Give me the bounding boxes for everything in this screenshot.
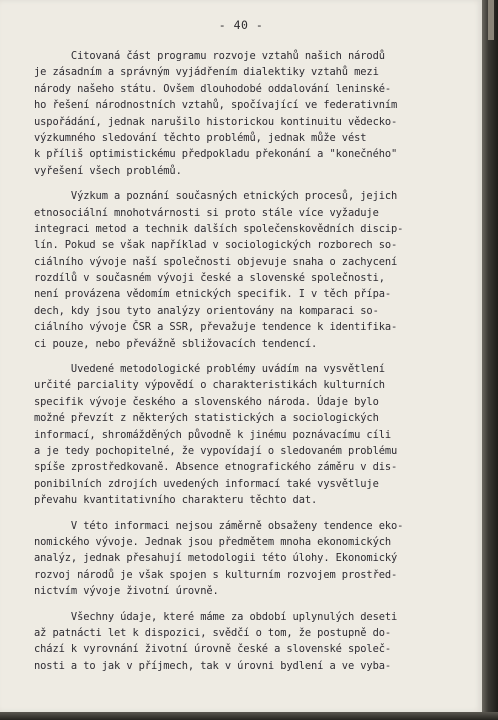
text-line: rozdílů v současném vývoji české a slovenské společnosti, [34,272,385,285]
text-line: ciálního vývoje ČSR a SSR, převažuje tendence k identifika- [34,321,398,334]
paragraph-gap [34,600,434,609]
paragraph-5 [34,609,434,675]
text-line: integraci metod a technik dalších společenskovědních discip- [34,222,404,235]
text-line: dech, kdy jsou tyto analýzy orientovány na komparaci so- [34,304,379,317]
text-line: nosti a to jak v příjmech, tak v úrovni bydlení a ve vyba- [34,659,392,672]
text-line: výzkumného sledování těchto problémů, jednak může vést [34,131,367,144]
scan-edge-bottom [0,712,498,720]
text-line: lín. Pokud se však například v sociologických rozborech so- [34,239,398,252]
text-line: k příliš optimistickému předpokladu překonání a "konečného" [34,148,398,161]
text-line: informací, shromážděných původně k jinému poznávacímu cíli [34,428,392,441]
text-line: a je tedy pochopitelné, že vypovídají o sledovaném problému [34,444,398,457]
text-line: určité parciality výpovědí o charakteristikách kulturních [34,379,385,392]
text-line: analýz, jednak přesahují metodologii této úlohy. Ekonomický [34,552,398,565]
text-line: převahu kvantitativního charakteru těchto dat. [34,494,318,507]
paragraph-2 [34,188,434,352]
text-line: není provázena vědomím etnických specifik. I v těch přípa- [34,288,392,301]
text-line: Citovaná část programu rozvoje vztahů našich národů [34,50,385,62]
text-line: Všechny údaje, které máme za období uplynulých deseti [34,610,398,623]
scan-edge-right [482,0,498,720]
binder-tab [488,0,494,40]
text-line: V této informaci nejsou záměrně obsaženy tendence eko- [34,519,404,532]
paragraph-4 [34,518,434,600]
paragraph-gap [34,509,434,518]
text-line: ho řešení národnostních vztahů, spočívající ve federativním [34,99,398,112]
paragraph-3 [34,361,434,509]
text-line: národy našeho státu. Ovšem dlouhodobé oddalování leninské- [34,82,392,95]
text-line: rozvoj národů je však spojen s kulturním rozvojem prostřed- [34,568,398,581]
text-line: Uvedené metodologické problémy uvádím na vysvětlení [34,363,385,376]
text-line: ponibilních zdrojích uvedených informací také vysvětluje [34,477,379,490]
paragraph-gap [34,179,434,188]
text-line: uspořádání, jednak narušilo historickou kontinuitu vědecko- [34,115,398,128]
text-line: až patnácti let k dispozici, svědčí o tom, že postupně do- [34,626,392,639]
body-text [34,48,434,674]
text-line: nomického vývoje. Jednak jsou předmětem mnoha ekonomických [34,535,392,548]
text-line: je zásadním a správným vyjádřením dialektiky vztahů mezi [34,66,379,79]
text-line: etnosociální mnohotvárnosti si proto stále více vyžaduje [34,206,379,219]
text-line: ciálního vývoje naší společnosti objevuje snaha o zachycení [34,255,398,268]
text-line: nictvím vývoje životní úrovně. [34,585,219,598]
page-number: - 40 - [218,18,264,32]
text-line: Výzkum a poznání současných etnických procesů, jejich [34,190,398,203]
text-line: specifik vývoje českého a slovenského národa. Údaje bylo [34,395,379,408]
text-line: chází k vyrovnání životní úrovně české a slovenské společ- [34,643,392,656]
text-line: možné převzít z některých statistických a sociologických [34,412,379,425]
paragraph-1 [34,48,434,179]
paragraph-gap [34,352,434,361]
text-line: vyřešení všech problémů. [34,164,182,177]
text-line: ci pouze, nebo převážně sbližovacích tendencí. [34,337,318,350]
text-line: spíše zprostředkovaně. Absence etnografického záměru v dis- [34,461,398,474]
